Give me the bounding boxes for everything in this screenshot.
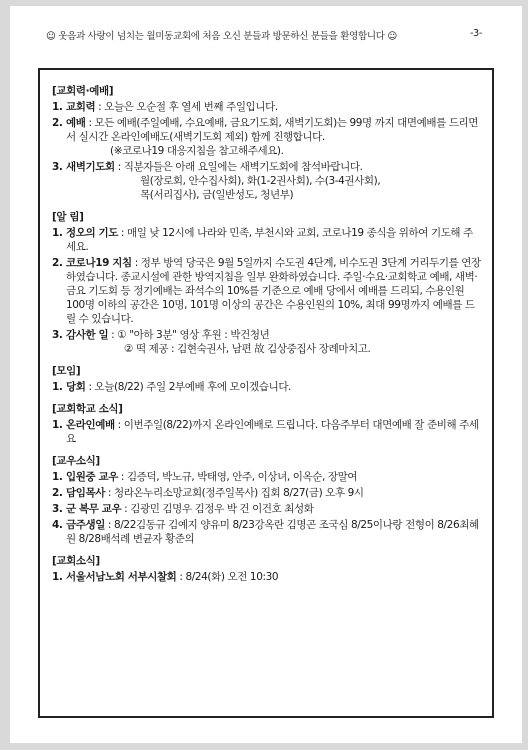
list-item [52, 116, 482, 158]
item-number: 2. [52, 117, 63, 129]
item-text: : 김광민 김명우 김정우 박 건 이건호 최성화 [121, 503, 314, 515]
item-number: 1. [52, 471, 63, 483]
section-title: [교회학교 소식] [52, 403, 123, 415]
item-number: 1. [52, 227, 63, 239]
item-key: 감사한 일 [66, 329, 109, 341]
meeting-section [52, 364, 482, 394]
item-key: 금주생일 [66, 519, 105, 531]
list-item [52, 226, 482, 254]
item-text: : 청라온누리소망교회(정주일목사) 집회 8/27(금) 오후 9시 [104, 487, 364, 499]
section-title: [교회력·예배] [52, 85, 114, 97]
item-text: : 매일 낮 12시에 나라와 민족, 부천시와 교회, 코로나19 종식을 위하여 기도해 주세요. [66, 227, 473, 253]
item-text: : 모든 예배(주일예배, 수요예배, 금요기도회, 새벽기도회)는 99명 까지 대면예배를 드리면서 실시간 온라인예배도(새벽기도회 제외) 함께 진행합니다. [66, 117, 479, 143]
item-key: 담임목사 [66, 487, 105, 499]
section-title: [교우소식] [52, 455, 100, 467]
item-key: 서울서남노회 서부시찰회 [66, 571, 177, 583]
list-item [52, 486, 482, 500]
item-number: 4. [52, 519, 63, 531]
item-text: : 오늘(8/22) 주일 2부예배 후에 모이겠습니다. [85, 381, 291, 393]
item-number: 3. [52, 503, 63, 515]
item-text: : 이번주일(8/22)까지 온라인예배로 드립니다. 다음주부터 대면예배 잘 준비해 주세요 [66, 419, 479, 445]
page-number: -3- [469, 28, 482, 39]
item-text: : 8/24(화) 오전 10:30 [176, 571, 279, 583]
item-line: ② 떡 제공 : 김현숙권사, 남편 故 김상중집사 장례마치고. [124, 343, 371, 355]
item-key: 온라인예배 [66, 419, 115, 431]
item-key: 정오의 기도 [66, 227, 118, 239]
item-number: 2. [52, 257, 63, 269]
list-item [52, 502, 482, 516]
list-item [52, 160, 482, 202]
item-number: 1. [52, 381, 63, 393]
item-key: 교회력 [66, 101, 96, 113]
item-key: 예배 [66, 117, 86, 129]
item-text: : 김증덕, 박노규, 박태영, 안주, 이상녀, 이옥순, 장말여 [117, 471, 358, 483]
item-key: 당회 [66, 381, 86, 393]
list-item [52, 418, 482, 446]
list-item [52, 380, 482, 394]
list-item [52, 100, 482, 114]
item-number: 3. [52, 329, 63, 341]
worship-section [52, 84, 482, 202]
item-key: 입원중 교우 [66, 471, 118, 483]
item-line: 월(장로회, 안수집사회), 화(1-2권사회), 수(3-4권사회), [140, 175, 381, 187]
item-text: : 직분자들은 아래 요일에는 새벽기도회에 참석바랍니다. [114, 161, 363, 173]
page-header [10, 28, 512, 42]
bulletin-page [10, 6, 522, 743]
item-line: 목(서리집사), 금(일반성도, 청년부) [140, 189, 294, 201]
section-title: [모임] [52, 365, 81, 377]
list-item [52, 570, 482, 584]
welcome-banner: ☺ 웃음과 사랑이 넘치는 월미동교회에 처음 오신 분들과 방문하신 분들을 환영합니다 ☺ [46, 31, 397, 42]
item-number: 1. [52, 419, 63, 431]
item-key: 군 복무 교우 [66, 503, 122, 515]
item-note: (※코로나19 대응지침을 참고해주세요). [110, 145, 284, 157]
notice-section [52, 210, 482, 356]
item-text: : 8/22김동규 김예지 양유미 8/23강옥란 김명곤 조국심 8/25이나랑 전형이 8/26최혜원 8/28배석례 변균자 황준의 [66, 519, 479, 545]
section-title: [알 림] [52, 211, 84, 223]
list-item [52, 470, 482, 484]
church-section [52, 554, 482, 584]
item-number: 3. [52, 161, 63, 173]
item-number: 1. [52, 101, 63, 113]
announcements-box [38, 68, 494, 718]
item-text: : 정부 방역 당국은 9월 5일까지 수도권 4단계, 비수도권 3단계 거리두기를 연장하였습니다. 종교시설에 관한 방역지침을 일부 완화하였습니다. 주일·수요·교회학교 예배, 새벽·금요 기도회 등 정기예배는 좌석수의 10%를 기준으로 예배 당에서 예배를 드리되, 수용인원 100명 이하의 공간은 10명, 101명 이상의 공간은 수용인원의 10%, 최대 99명까지 예배를 드릴 수 있습니다. [66, 257, 481, 325]
list-item [52, 328, 482, 356]
item-key: 코로나19 지침 [66, 257, 132, 269]
item-text: : ① "아하 3분" 영상 후원 : 박건청년 [108, 329, 270, 341]
item-number: 1. [52, 571, 63, 583]
members-section [52, 454, 482, 546]
item-number: 2. [52, 487, 63, 499]
item-key: 새벽기도회 [66, 161, 115, 173]
item-text: : 오늘은 오순절 후 열세 번째 주일입니다. [95, 101, 278, 113]
section-title: [교회소식] [52, 555, 100, 567]
list-item [52, 256, 482, 326]
list-item [52, 518, 482, 546]
school-section [52, 402, 482, 446]
